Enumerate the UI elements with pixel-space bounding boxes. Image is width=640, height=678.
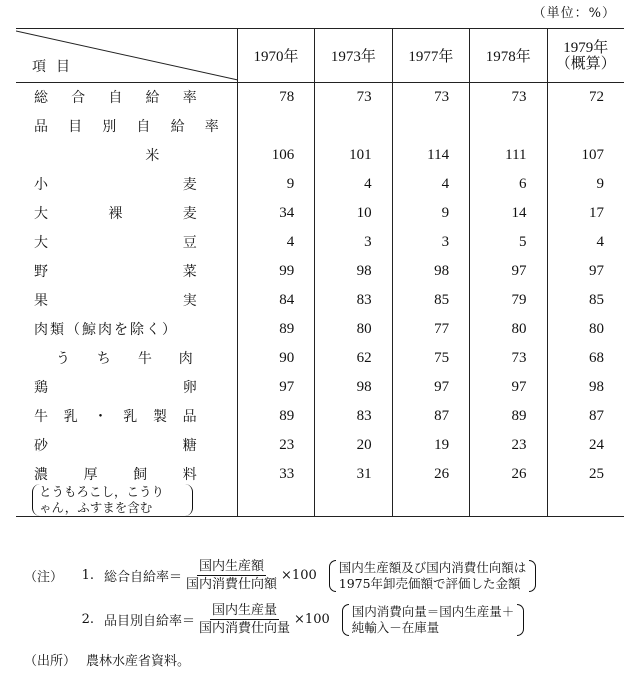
value-cell: 111 [470, 141, 547, 170]
value-cell [547, 112, 624, 141]
note-label: （注） [24, 570, 64, 585]
row-label [16, 348, 237, 368]
value-cell: 97 [470, 257, 547, 286]
value-cell: 89 [237, 402, 314, 431]
note-1 [24, 558, 536, 593]
value-cell: 73 [392, 83, 469, 112]
row-label-text: 牛 乳 ・ 乳 製 品 [34, 409, 197, 425]
value-cell: 73 [470, 83, 547, 112]
value-cell: 106 [237, 141, 314, 170]
table-row [16, 460, 624, 517]
item-header-cell [16, 29, 237, 83]
row-label-text: う ち 牛 肉 [56, 351, 193, 367]
year-header-1979-line2: （概算） [555, 55, 616, 72]
value-cell: 14 [470, 199, 547, 228]
value-cell: 97 [547, 257, 624, 286]
value-cell: 73 [315, 83, 392, 112]
value-cell: 9 [237, 170, 314, 199]
value-cell: 20 [315, 431, 392, 460]
value-cell: 80 [470, 315, 547, 344]
row-label [16, 203, 237, 223]
row-label [16, 464, 237, 484]
row-label-text: 砂 糖 [34, 438, 197, 454]
value-cell: 62 [315, 344, 392, 373]
value-cell: 84 [237, 286, 314, 315]
table-row [16, 344, 624, 373]
table-row [16, 315, 624, 344]
value-cell: 4 [547, 228, 624, 257]
year-header-1979 [547, 29, 624, 83]
value-cell [470, 112, 547, 141]
value-cell: 23 [470, 431, 547, 460]
value-cell: 78 [237, 83, 314, 112]
row-label-cell [16, 199, 237, 228]
value-cell: 33 [237, 460, 314, 517]
row-label [16, 116, 237, 136]
row-label-text: 大 豆 [34, 235, 197, 251]
value-cell: 83 [315, 286, 392, 315]
row-label-cell [16, 228, 237, 257]
row-label-text: 大 裸 麦 [34, 206, 197, 222]
value-cell: 4 [315, 170, 392, 199]
note-2 [24, 602, 524, 637]
note-1-paren-line1: 国内生産額及び国内消費仕向額は [338, 559, 527, 575]
value-cell: 87 [547, 402, 624, 431]
row-label-cell [16, 431, 237, 460]
value-cell: 79 [470, 286, 547, 315]
table-row [16, 402, 624, 431]
row-label-text: 濃 厚 飼 料 [34, 466, 197, 483]
value-cell: 99 [237, 257, 314, 286]
table-row [16, 286, 624, 315]
value-cell: 26 [392, 460, 469, 517]
table-row [16, 170, 624, 199]
value-cell: 19 [392, 431, 469, 460]
row-label-cell [16, 286, 237, 315]
value-cell [392, 112, 469, 141]
value-cell: 80 [315, 315, 392, 344]
table-row [16, 228, 624, 257]
value-cell: 3 [315, 228, 392, 257]
row-label [16, 319, 237, 339]
note-1-paren-line2: 1975年卸売価額で評価した金額 [338, 575, 521, 591]
value-cell: 26 [470, 460, 547, 517]
year-header-1978: 1978年 [470, 29, 547, 83]
note-2-paren-line1: 国内消費向量＝国内生産量＋ [351, 603, 515, 619]
unit-label: （単位：%） [532, 6, 616, 21]
value-cell: 9 [392, 199, 469, 228]
note-2-fraction [197, 602, 292, 637]
value-cell: 10 [315, 199, 392, 228]
row-label [16, 87, 237, 107]
value-cell [237, 112, 314, 141]
note-1-parenthetical [329, 560, 537, 592]
row-label-cell [16, 112, 237, 141]
row-sublabel-line2: ゃん，ふすまを含む [39, 499, 153, 515]
row-label-text: 総 合 自 給 率 [34, 90, 197, 107]
row-label-cell [16, 141, 237, 170]
note-1-fraction [184, 558, 279, 593]
note-2-parenthetical [342, 604, 525, 636]
row-label-cell [16, 460, 237, 517]
row-label-cell [16, 170, 237, 199]
row-sublabel [32, 484, 193, 516]
source-note [24, 650, 190, 669]
year-header-1977: 1977年 [392, 29, 469, 83]
row-label [16, 435, 237, 455]
value-cell: 72 [547, 83, 624, 112]
value-cell: 98 [547, 373, 624, 402]
value-cell [315, 112, 392, 141]
row-label-cell [16, 257, 237, 286]
value-cell: 68 [547, 344, 624, 373]
note-2-denominator: 国内消費仕向量 [199, 621, 291, 636]
row-label [16, 377, 237, 397]
row-label-text: 鶏 卵 [34, 380, 197, 396]
note-2-numerator: 国内生産量 [212, 603, 278, 618]
value-cell: 77 [392, 315, 469, 344]
value-cell: 23 [237, 431, 314, 460]
value-cell: 114 [392, 141, 469, 170]
row-label-text: 小 麦 [34, 177, 197, 193]
value-cell: 4 [237, 228, 314, 257]
value-cell: 107 [547, 141, 624, 170]
value-cell: 31 [315, 460, 392, 517]
table-row [16, 83, 624, 112]
note-2-paren-line2: 純輸入－在庫量 [351, 619, 440, 635]
row-label-cell [16, 402, 237, 431]
value-cell: 24 [547, 431, 624, 460]
note-1-times: ×100 [281, 568, 317, 583]
source-text: 農林水産省資料。 [86, 654, 191, 669]
table-row [16, 199, 624, 228]
row-label [16, 406, 237, 426]
row-label [16, 290, 237, 310]
value-cell: 80 [547, 315, 624, 344]
value-cell: 75 [392, 344, 469, 373]
row-label [16, 261, 237, 281]
note-1-number: 1. [81, 568, 94, 583]
row-label [16, 232, 237, 252]
year-header-1979-line1: 1979年 [563, 39, 609, 56]
note-1-term: 総合自給率＝ [104, 570, 183, 585]
item-header-label: 項目 [32, 59, 80, 75]
note-2-term: 品目別自給率＝ [104, 614, 196, 629]
value-cell: 25 [547, 460, 624, 517]
value-cell: 98 [392, 257, 469, 286]
table-row [16, 373, 624, 402]
table-row [16, 112, 624, 141]
value-cell: 87 [392, 402, 469, 431]
value-cell: 5 [470, 228, 547, 257]
row-label-text: 米 [145, 148, 160, 164]
source-label: （出所） [24, 654, 77, 669]
value-cell: 97 [237, 373, 314, 402]
value-cell: 101 [315, 141, 392, 170]
value-cell: 98 [315, 373, 392, 402]
year-header-1973: 1973年 [315, 29, 392, 83]
value-cell: 85 [392, 286, 469, 315]
row-label-cell [16, 373, 237, 402]
table-row [16, 257, 624, 286]
table-row [16, 141, 624, 170]
value-cell: 3 [392, 228, 469, 257]
row-label [16, 174, 237, 194]
value-cell: 97 [470, 373, 547, 402]
row-label-cell [16, 83, 237, 112]
note-1-numerator: 国内生産額 [199, 559, 265, 574]
table-row [16, 431, 624, 460]
value-cell: 17 [547, 199, 624, 228]
row-label [16, 145, 237, 165]
value-cell: 34 [237, 199, 314, 228]
row-label-cell [16, 315, 237, 344]
value-cell: 97 [392, 373, 469, 402]
value-cell: 89 [470, 402, 547, 431]
note-2-times: ×100 [294, 612, 330, 627]
table-body [16, 83, 624, 517]
row-label-text: 野 菜 [34, 264, 197, 280]
value-cell: 98 [315, 257, 392, 286]
year-header-1970: 1970年 [237, 29, 314, 83]
row-label-text: 肉類（鯨肉を除く） [34, 322, 178, 338]
value-cell: 4 [392, 170, 469, 199]
value-cell: 89 [237, 315, 314, 344]
value-cell: 9 [547, 170, 624, 199]
row-label-text: 果 実 [34, 293, 197, 309]
note-1-denominator: 国内消費仕向額 [186, 577, 278, 592]
value-cell: 90 [237, 344, 314, 373]
self-sufficiency-table [16, 28, 624, 517]
value-cell: 6 [470, 170, 547, 199]
value-cell: 73 [470, 344, 547, 373]
value-cell: 83 [315, 402, 392, 431]
note-2-number: 2. [81, 612, 94, 627]
row-sublabel-line1: とうもろこし，こうり [39, 483, 165, 499]
row-label-text: 品 目 別 自 給 率 [34, 119, 219, 135]
value-cell: 85 [547, 286, 624, 315]
row-label-cell [16, 344, 237, 373]
